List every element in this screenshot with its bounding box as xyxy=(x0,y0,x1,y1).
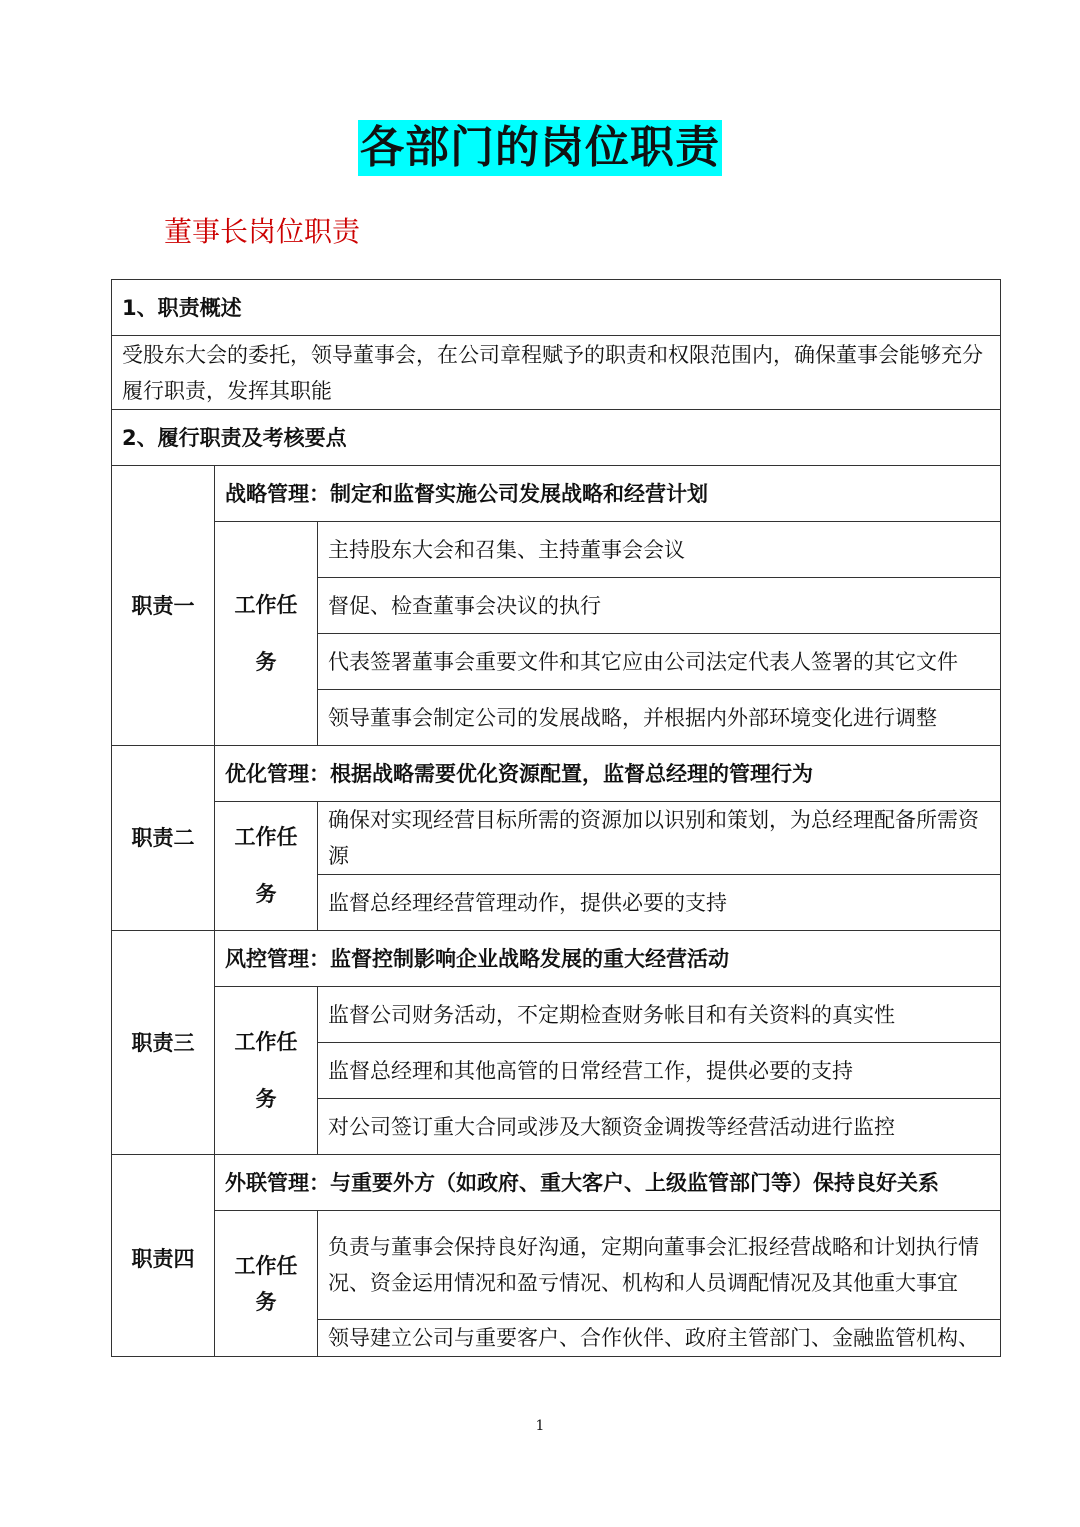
task-label: 工作任务 xyxy=(215,1211,318,1357)
section2-heading: 2、履行职责及考核要点 xyxy=(112,410,1001,466)
section1-heading: 1、职责概述 xyxy=(112,280,1001,336)
task-item: 监督总经理和其他高管的日常经营工作，提供必要的支持 xyxy=(318,1043,1001,1099)
page-number: 1 xyxy=(535,1418,545,1434)
table-row xyxy=(112,280,1001,336)
title-wrap xyxy=(0,120,1080,176)
task-label: 工作任务 xyxy=(215,987,318,1155)
task-item: 负责与董事会保持良好沟通，定期向董事会汇报经营战略和计划执行情况、资金运用情况和盈亏情况、机构和人员调配情况及其他重大事宜 xyxy=(318,1211,1001,1320)
task-item: 领导建立公司与重要客户、合作伙伴、政府主管部门、金融监管机构、 xyxy=(318,1320,1001,1357)
duty-label: 职责四 xyxy=(112,1155,215,1357)
task-item: 督促、检查董事会决议的执行 xyxy=(318,578,1001,634)
task-label: 工作任务 xyxy=(215,802,318,931)
task-item: 监督公司财务活动，不定期检查财务帐目和有关资料的真实性 xyxy=(318,987,1001,1043)
table-row xyxy=(112,336,1001,410)
duties-table xyxy=(111,279,1001,1357)
duty-label: 职责三 xyxy=(112,931,215,1155)
task-item: 主持股东大会和召集、主持董事会会议 xyxy=(318,522,1001,578)
task-item: 确保对实现经营目标所需的资源加以识别和策划，为总经理配备所需资源 xyxy=(318,802,1001,875)
table-row xyxy=(112,522,1001,578)
table-row xyxy=(112,466,1001,522)
duty-summary: 优化管理：根据战略需要优化资源配置，监督总经理的管理行为 xyxy=(215,746,1001,802)
duty-label: 职责二 xyxy=(112,746,215,931)
table-row xyxy=(112,746,1001,802)
task-item: 监督总经理经营管理动作，提供必要的支持 xyxy=(318,875,1001,931)
page-title: 各部门的岗位职责 xyxy=(358,120,722,176)
task-item: 对公司签订重大合同或涉及大额资金调拨等经营活动进行监控 xyxy=(318,1099,1001,1155)
table-row xyxy=(112,802,1001,875)
table-row xyxy=(112,931,1001,987)
duty-summary: 风控管理：监督控制影响企业战略发展的重大经营活动 xyxy=(215,931,1001,987)
task-item: 代表签署董事会重要文件和其它应由公司法定代表人签署的其它文件 xyxy=(318,634,1001,690)
table-row xyxy=(112,1155,1001,1211)
table-row xyxy=(112,987,1001,1043)
table-row xyxy=(112,410,1001,466)
duty-summary: 战略管理：制定和监督实施公司发展战略和经营计划 xyxy=(215,466,1001,522)
task-item: 领导董事会制定公司的发展战略，并根据内外部环境变化进行调整 xyxy=(318,690,1001,746)
duty-summary: 外联管理：与重要外方（如政府、重大客户、上级监管部门等）保持良好关系 xyxy=(215,1155,1001,1211)
duty-label: 职责一 xyxy=(112,466,215,746)
section1-text: 受股东大会的委托，领导董事会，在公司章程赋予的职责和权限范围内，确保董事会能够充分履行职责，发挥其职能 xyxy=(112,336,1001,410)
task-label: 工作任务 xyxy=(215,522,318,746)
section-subtitle: 董事长岗位职责 xyxy=(164,215,361,248)
table-row xyxy=(112,1211,1001,1320)
